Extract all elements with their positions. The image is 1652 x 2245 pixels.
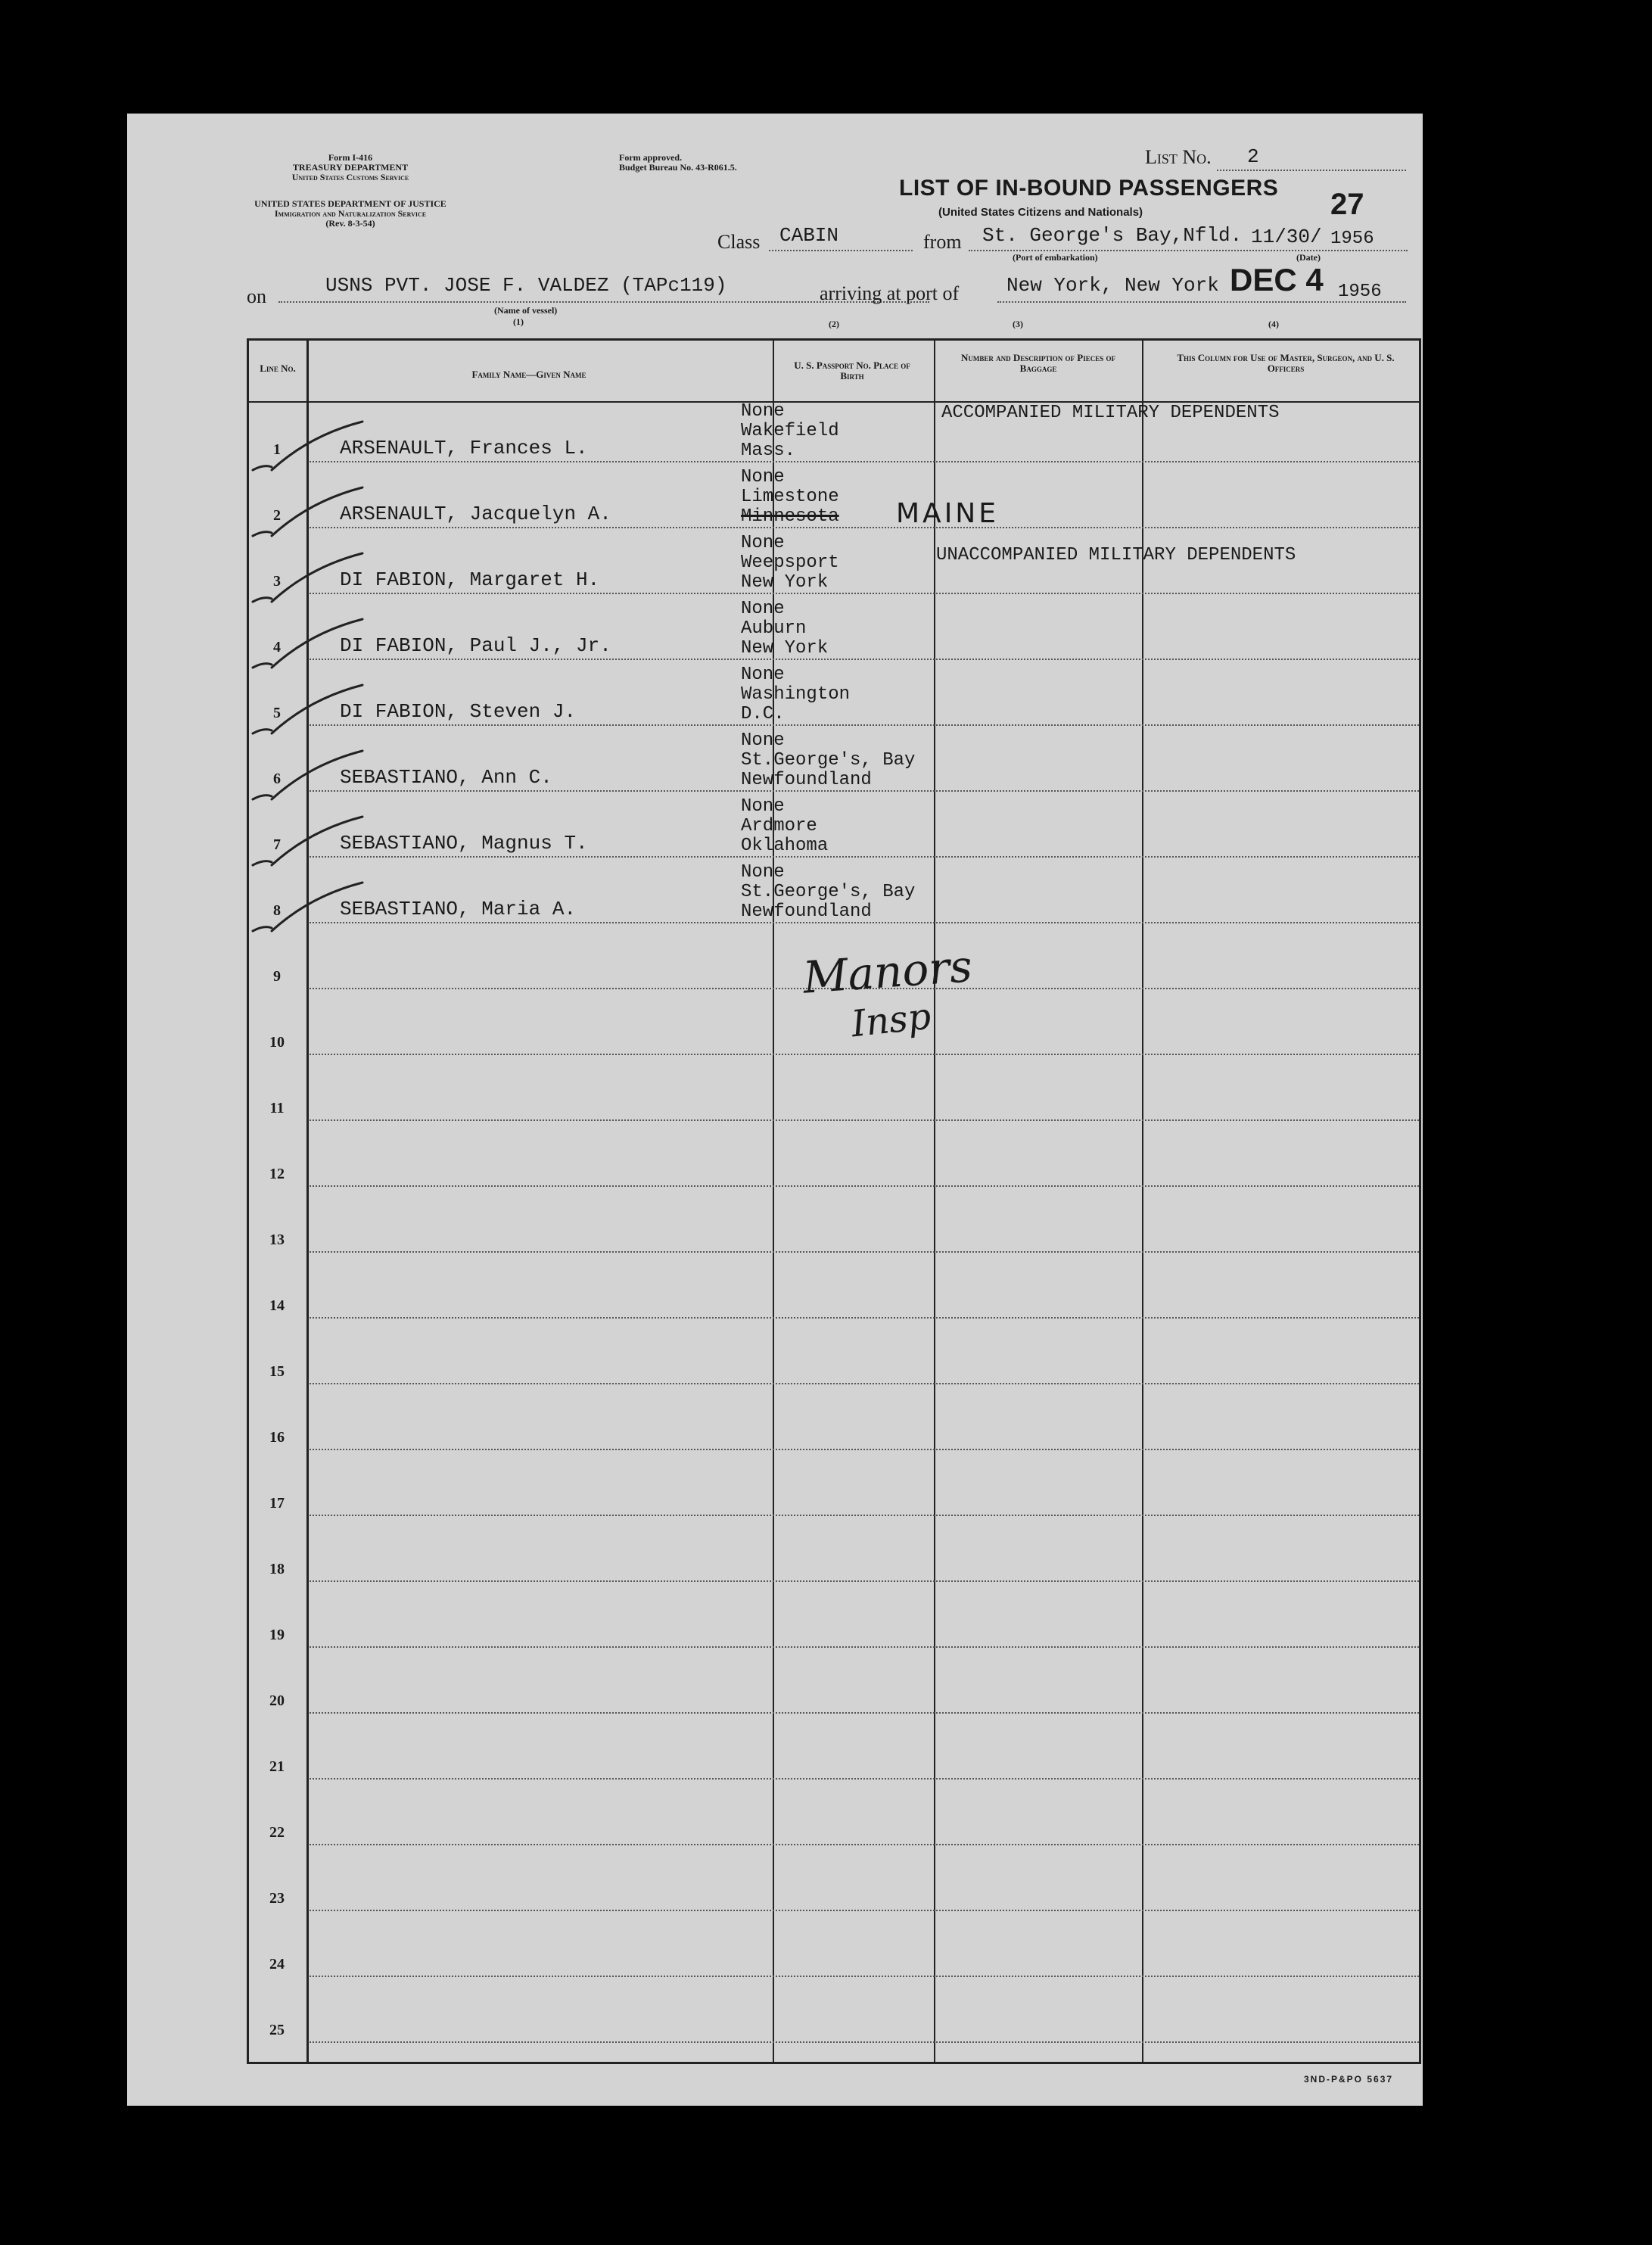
check-mark-icon bbox=[249, 881, 370, 934]
line-number: 25 bbox=[269, 2022, 285, 2038]
passenger-name: ARSENAULT, Jacquelyn A. bbox=[340, 503, 611, 525]
port-caption: (Port of embarkation) bbox=[1013, 252, 1098, 263]
passport-birthplace bbox=[741, 599, 828, 659]
customs-service: United States Customs Service bbox=[291, 172, 409, 182]
arrival-port: New York, New York bbox=[1006, 274, 1219, 297]
line-number: 20 bbox=[269, 1692, 285, 1709]
line-number: 17 bbox=[269, 1495, 285, 1512]
date-caption: (Date) bbox=[1296, 252, 1321, 263]
passport-birthplace bbox=[741, 665, 850, 724]
row-rule bbox=[310, 593, 1419, 594]
arrival-date-stamp: DEC 4 bbox=[1230, 262, 1324, 297]
row-rule bbox=[310, 856, 1419, 858]
check-mark-icon bbox=[249, 618, 370, 671]
col3-number: (3) bbox=[1013, 319, 1023, 329]
line-number: 23 bbox=[269, 1890, 285, 1907]
passport-birthplace bbox=[741, 534, 839, 593]
header-name: Family Name—Given Name bbox=[471, 369, 586, 380]
printer-code: 3ND-P&PO 5637 bbox=[1304, 2074, 1394, 2085]
passport-number: None bbox=[741, 599, 785, 619]
row-rule bbox=[310, 1646, 1419, 1648]
passport-number: None bbox=[741, 467, 785, 487]
line-number: 19 bbox=[269, 1627, 285, 1643]
birthplace-correction: MAINE bbox=[896, 498, 999, 529]
from-line bbox=[969, 250, 1408, 251]
line-number: 12 bbox=[269, 1166, 285, 1182]
list-no-label: List No. bbox=[1145, 146, 1212, 168]
line-number: 7 bbox=[273, 836, 281, 853]
line-number: 5 bbox=[273, 705, 281, 721]
birthplace-line: Newfoundland bbox=[741, 901, 872, 922]
treasury-dept: TREASURY DEPARTMENT bbox=[292, 162, 409, 173]
passport-birthplace bbox=[741, 797, 828, 856]
passport-birthplace bbox=[741, 468, 839, 527]
check-mark-icon bbox=[249, 486, 370, 539]
birthplace-line: Ardmore bbox=[741, 816, 817, 836]
check-mark-icon bbox=[249, 749, 370, 802]
passport-birthplace bbox=[741, 863, 915, 922]
form-number: Form I-416 bbox=[328, 152, 373, 163]
passport-number: None bbox=[741, 796, 785, 817]
baggage-note-accompanied: ACCOMPANIED MILITARY DEPENDENTS bbox=[941, 403, 1280, 423]
birthplace-line: Auburn bbox=[741, 618, 807, 639]
row-rule bbox=[310, 527, 1419, 528]
embark-year: 1956 bbox=[1330, 229, 1374, 249]
line-number: 22 bbox=[269, 1824, 285, 1841]
passenger-name: SEBASTIANO, Magnus T. bbox=[340, 832, 588, 855]
row-rule bbox=[310, 1383, 1419, 1384]
passenger-name: DI FABION, Paul J., Jr. bbox=[340, 634, 611, 657]
class-value: CABIN bbox=[779, 224, 839, 247]
header-baggage: Number and Description of Pieces of Baggage bbox=[961, 352, 1115, 374]
line-number: 15 bbox=[269, 1363, 285, 1380]
line-number: 21 bbox=[269, 1758, 285, 1775]
line-number: 2 bbox=[273, 507, 281, 524]
passenger-list-form bbox=[127, 114, 1423, 2106]
row-rule bbox=[310, 1251, 1419, 1253]
list-no-line bbox=[1217, 170, 1406, 171]
inspector-signature: Manors bbox=[801, 940, 974, 1004]
passport-number: None bbox=[741, 862, 785, 883]
passenger-name: DI FABION, Steven J. bbox=[340, 700, 577, 723]
budget-bureau: Budget Bureau No. 43-R061.5. bbox=[619, 162, 737, 173]
row-rule bbox=[310, 1844, 1419, 1845]
row-rule bbox=[310, 1910, 1419, 1911]
birthplace-line: Minnesota bbox=[741, 506, 839, 527]
baggage-note-unaccompanied: UNACCOMPANIED MILITARY DEPENDENTS bbox=[936, 545, 1296, 565]
birthplace-line: D.C. bbox=[741, 704, 785, 724]
birthplace-line: Oklahoma bbox=[741, 836, 829, 856]
passport-number: None bbox=[741, 401, 785, 422]
line-number: 3 bbox=[273, 573, 281, 590]
row-rule bbox=[310, 461, 1419, 462]
passport-number: None bbox=[741, 665, 785, 685]
header-line-no: Line No. bbox=[260, 363, 296, 374]
vessel-col-number: (1) bbox=[513, 316, 524, 327]
on-label: on bbox=[247, 285, 266, 307]
line-number: 11 bbox=[269, 1100, 285, 1116]
check-mark-icon bbox=[249, 815, 370, 868]
vessel-caption: (Name of vessel) bbox=[494, 305, 558, 316]
line-number: 8 bbox=[273, 902, 281, 919]
birthplace-line: Wakefield bbox=[741, 421, 839, 441]
table-frame bbox=[247, 338, 1421, 2064]
line-number: 10 bbox=[269, 1034, 285, 1051]
row-rule bbox=[310, 1712, 1419, 1714]
row-rule bbox=[310, 2041, 1419, 2043]
birthplace-line: St.George's, Bay bbox=[741, 750, 916, 771]
row-rule bbox=[310, 1317, 1419, 1319]
passport-birthplace bbox=[741, 402, 839, 461]
line-number: 13 bbox=[269, 1231, 285, 1248]
ins-service: Immigration and Naturalization Service bbox=[274, 208, 427, 219]
line-number: 9 bbox=[273, 968, 281, 985]
col4-number: (4) bbox=[1268, 319, 1279, 329]
row-rule bbox=[310, 1449, 1419, 1450]
row-rule bbox=[310, 1119, 1419, 1121]
list-no-value: 2 bbox=[1247, 145, 1259, 168]
class-line bbox=[769, 250, 913, 251]
row-rule bbox=[310, 1778, 1419, 1779]
stamp-number: 27 bbox=[1330, 188, 1364, 221]
passenger-name: ARSENAULT, Frances L. bbox=[340, 437, 588, 459]
arrival-line bbox=[997, 301, 1406, 303]
row-rule bbox=[310, 790, 1419, 792]
birthplace-line: New York bbox=[741, 638, 829, 659]
birthplace-line: New York bbox=[741, 572, 829, 593]
birthplace-line: Limestone bbox=[741, 487, 839, 507]
from-label: from bbox=[923, 231, 962, 253]
passport-birthplace bbox=[741, 731, 915, 790]
line-number: 4 bbox=[273, 639, 281, 655]
birthplace-line: Washington bbox=[741, 684, 851, 705]
birthplace-line: Newfoundland bbox=[741, 770, 872, 790]
check-mark-icon bbox=[249, 552, 370, 605]
line-number: 6 bbox=[273, 771, 281, 787]
row-rule bbox=[310, 1580, 1419, 1582]
line-number: 16 bbox=[269, 1429, 285, 1446]
passenger-name: SEBASTIANO, Ann C. bbox=[340, 766, 552, 789]
form-approved: Form approved. bbox=[619, 152, 683, 163]
row-rule bbox=[310, 724, 1419, 726]
agency-block bbox=[233, 153, 468, 182]
row-rule bbox=[310, 1054, 1419, 1055]
justice-block bbox=[226, 199, 475, 229]
table-body bbox=[249, 341, 1419, 2062]
header-officers: This Column for Use of Master, Surgeon, and U. S. Officers bbox=[1177, 352, 1395, 374]
form-subtitle: (United States Citizens and Nationals) bbox=[938, 206, 1143, 219]
line-number: 1 bbox=[273, 441, 281, 458]
line-number: 14 bbox=[269, 1297, 285, 1314]
check-mark-icon bbox=[249, 683, 370, 736]
row-rule bbox=[310, 922, 1419, 923]
embark-date: 11/30/ bbox=[1251, 226, 1322, 248]
arrival-year: 1956 bbox=[1338, 282, 1382, 302]
line-number: 18 bbox=[269, 1561, 285, 1577]
check-mark-icon bbox=[249, 420, 370, 473]
class-label: Class bbox=[717, 231, 761, 253]
passport-number: None bbox=[741, 533, 785, 553]
birthplace-line: St.George's, Bay bbox=[741, 882, 916, 902]
inspector-initials: Insp bbox=[849, 995, 933, 1046]
row-rule bbox=[310, 1515, 1419, 1516]
row-rule bbox=[310, 1185, 1419, 1187]
row-rule bbox=[310, 659, 1419, 660]
passport-number: None bbox=[741, 730, 785, 751]
passenger-name: SEBASTIANO, Maria A. bbox=[340, 898, 577, 920]
line-number: 24 bbox=[269, 1956, 285, 1973]
form-title: LIST OF IN-BOUND PASSENGERS bbox=[899, 176, 1279, 201]
from-value: St. George's Bay,Nfld. bbox=[982, 224, 1243, 247]
col2-number: (2) bbox=[829, 319, 839, 329]
revision: (Rev. 8-3-54) bbox=[325, 218, 375, 229]
row-rule bbox=[310, 1976, 1419, 1977]
birthplace-line: Mass. bbox=[741, 441, 796, 461]
budget-block bbox=[619, 153, 737, 173]
vessel-name: USNS PVT. JOSE F. VALDEZ (TAPc119) bbox=[325, 274, 727, 297]
header-passport: U. S. Passport No. Place of Birth bbox=[794, 360, 910, 381]
arriving-label: arriving at port of bbox=[820, 282, 960, 304]
justice-dept: UNITED STATES DEPARTMENT OF JUSTICE bbox=[254, 198, 446, 209]
birthplace-line: Weepsport bbox=[741, 553, 839, 573]
passenger-name: DI FABION, Margaret H. bbox=[340, 568, 600, 591]
